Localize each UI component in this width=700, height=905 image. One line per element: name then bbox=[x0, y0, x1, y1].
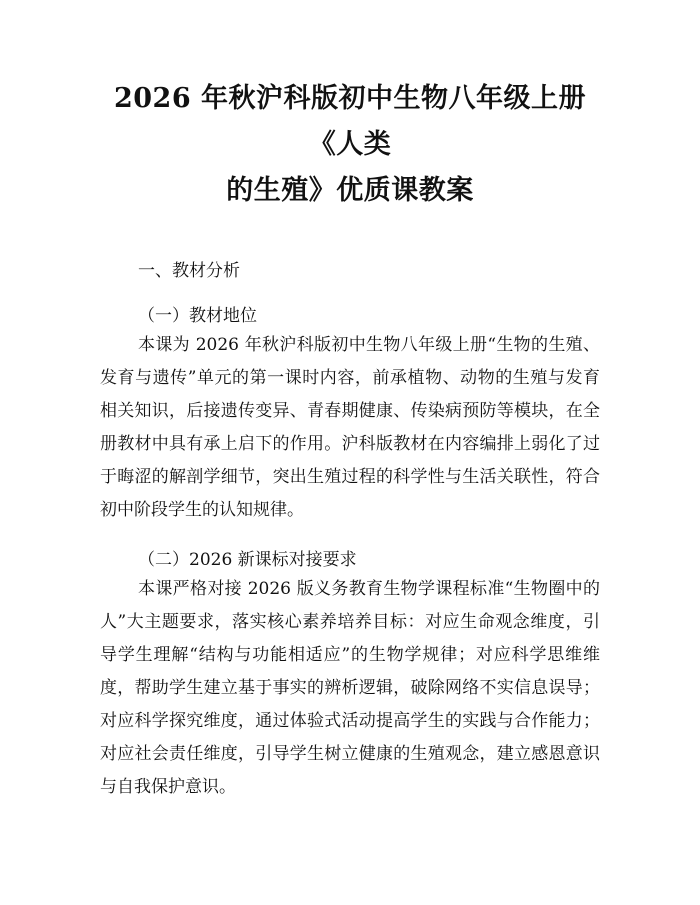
subsection-heading-curriculum-standards: （二）2026 新课标对接要求 bbox=[138, 550, 357, 570]
document-title bbox=[100, 0, 600, 214]
section-heading-textbook-analysis: 一、教材分析 bbox=[138, 261, 240, 281]
paragraph-textbook-position: 本课为 2026 年秋沪科版初中生物八年级上册“生物的生殖、发育与遗传”单元的第一课时内容，前承植物、动物的生殖与发育相关知识，后接遗传变异、青春期健康、传染病预防等模块，在全册教材中具有承上启下的作用。沪科版教材在内容编排上弱化了过于晦涩的解剖学细节，突出生殖过程的科学性与生活关联性，符合初中阶段学生的认知规律。 bbox=[100, 335, 600, 520]
paragraph-curriculum-standards: 本课严格对接 2026 版义务教育生物学课程标准“生物圈中的人”大主题要求，落实核心素养培养目标：对应生命观念维度，引导学生理解“结构与功能相适应”的生物学规律；对应科学思维维度，帮助学生建立基于事实的辨析逻辑，破除网络不实信息误导；对应科学探究维度，通过体验式活动提高学生的实践与合作能力；对应社会责任维度，引导学生树立健康的生殖观念，建立感恩意识与自我保护意识。 bbox=[100, 579, 600, 797]
title-line-2: 的生殖》优质课教案 bbox=[226, 175, 474, 206]
subsection-heading-textbook-position: （一）教材地位 bbox=[138, 306, 257, 326]
title-line-1: 2026 年秋沪科版初中生物八年级上册《人类 bbox=[113, 83, 587, 160]
